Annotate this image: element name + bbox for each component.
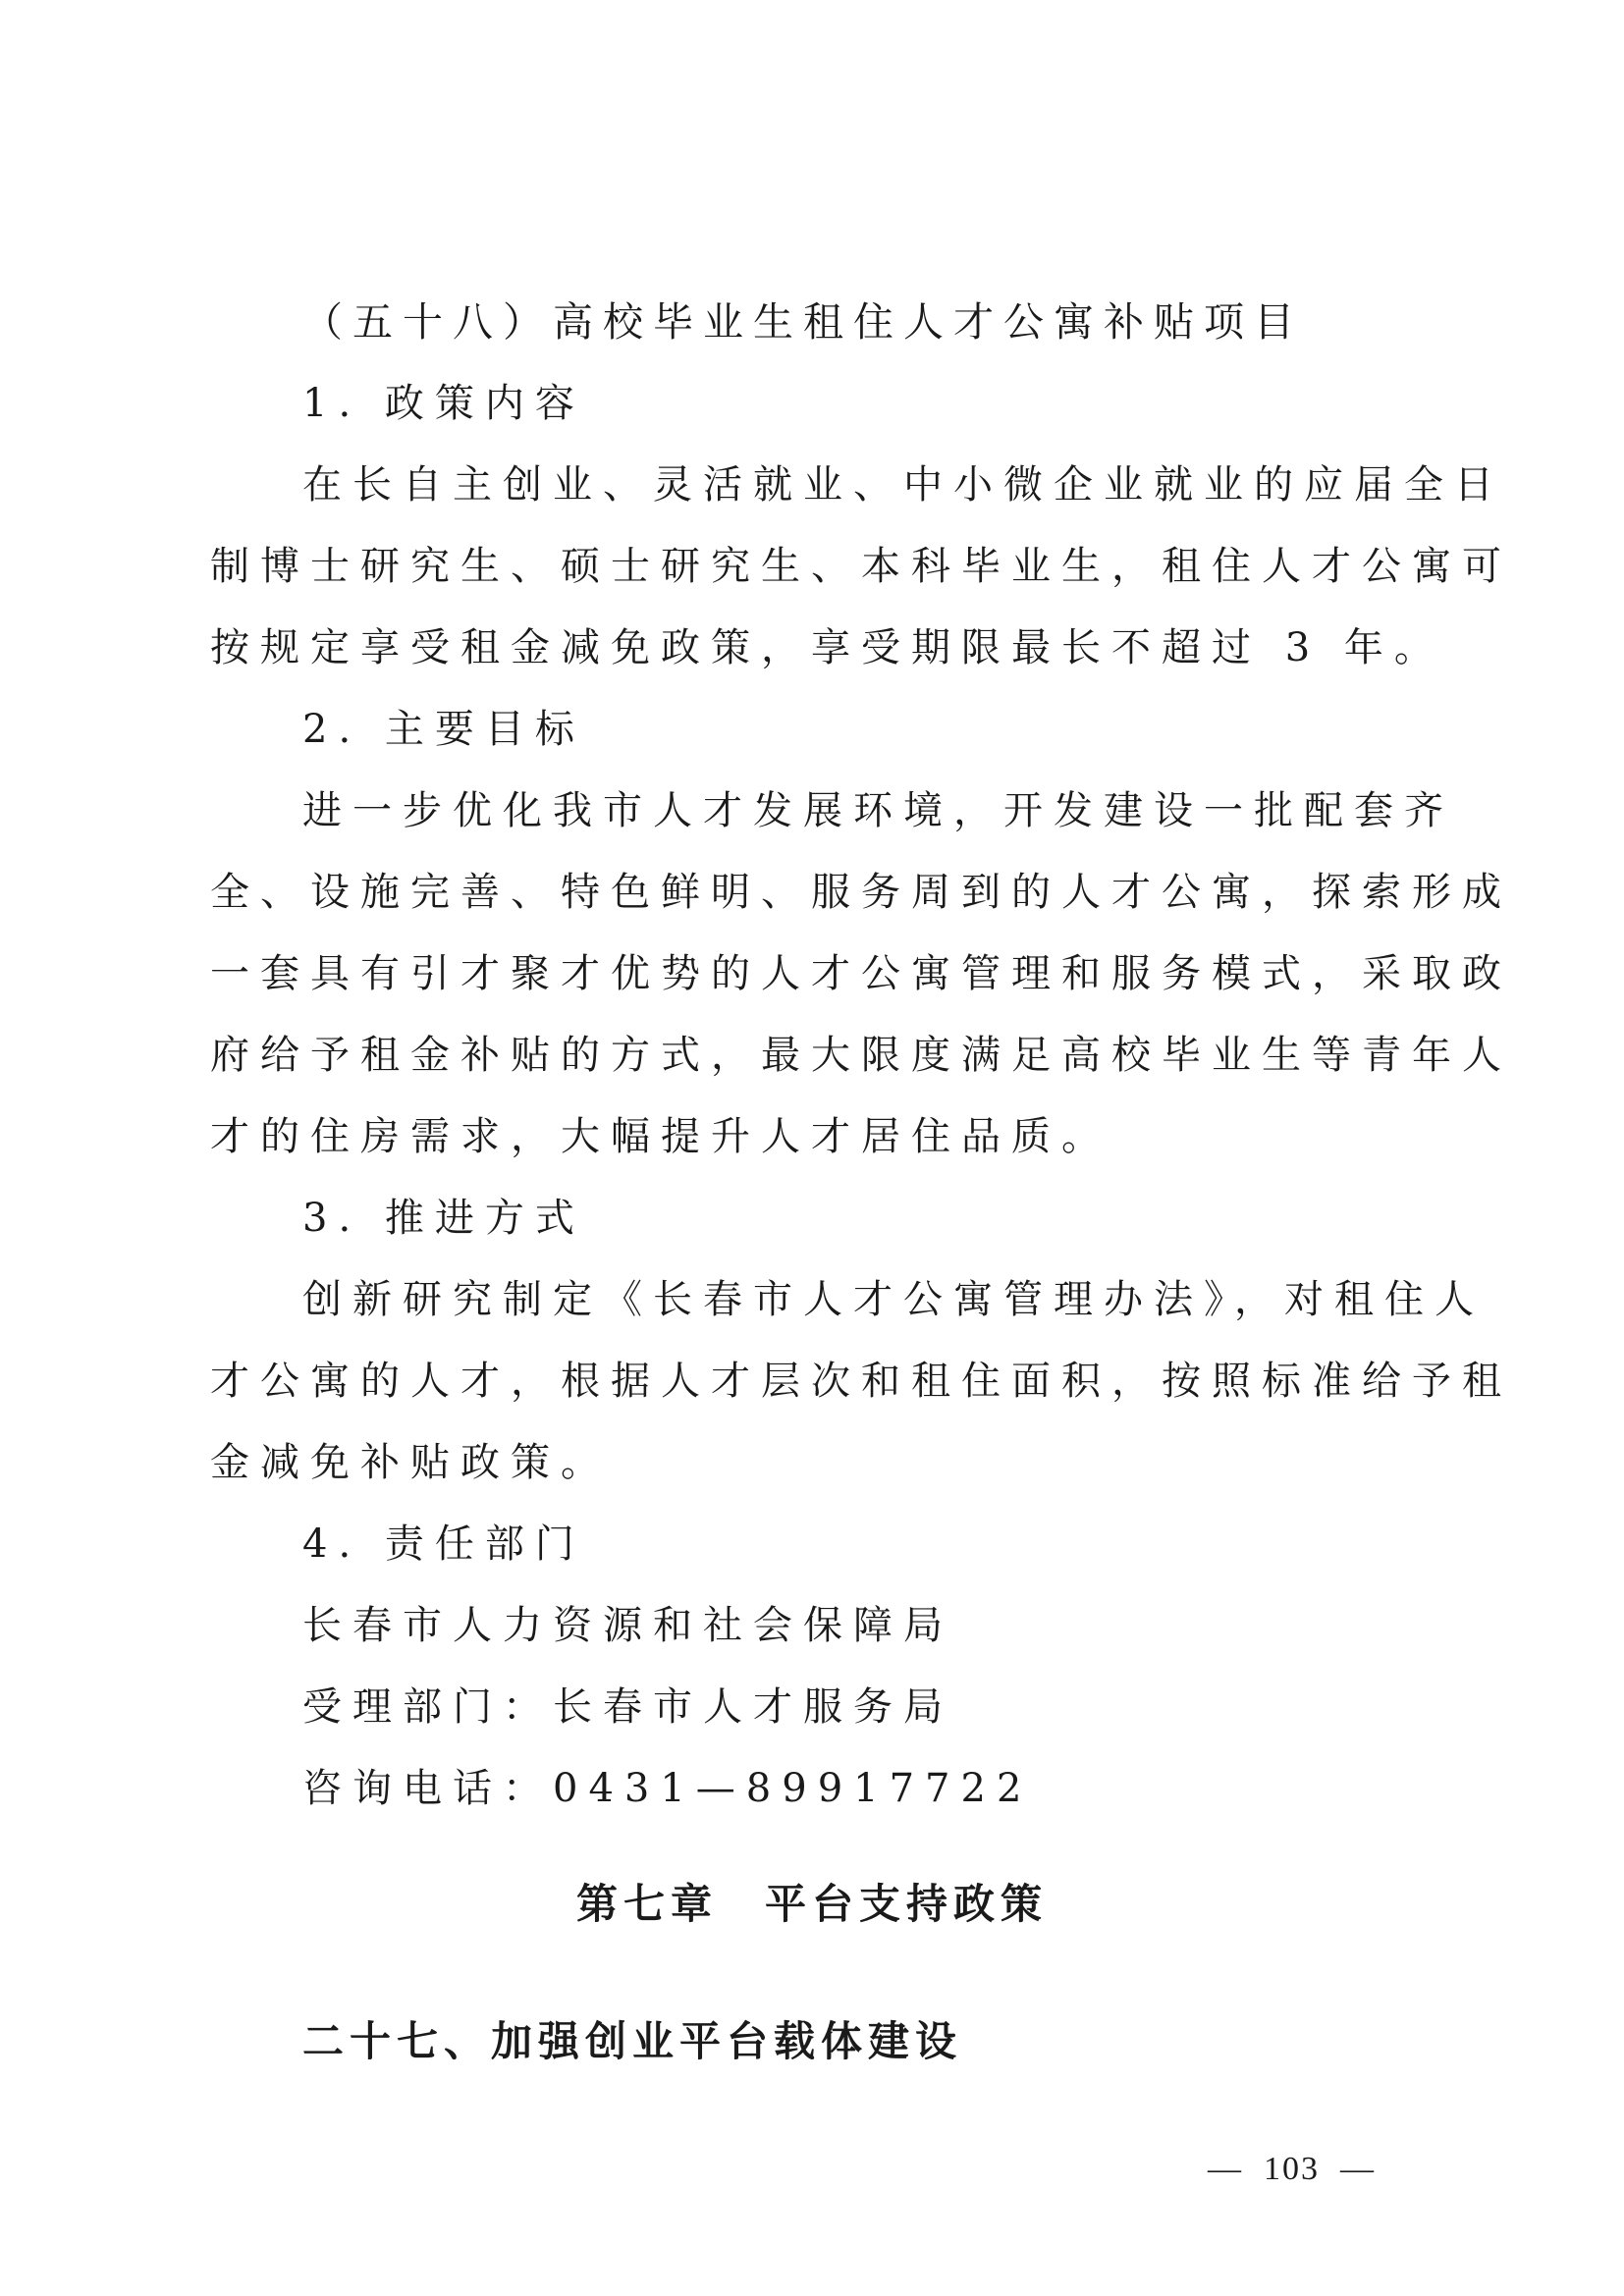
paragraph-line: 在长自主创业、灵活就业、中小微企业就业的应届全日 [302,462,1504,507]
subheading-main-goals: 2. 主要目标 [302,707,585,752]
chapter-heading: 第七章 平台支持政策 [575,1880,1048,1928]
paragraph-line: 进一步优化我市人才发展环境，开发建设一批配套齐 [302,788,1454,833]
paragraph-line: 按规定享受租金减免政策，享受期限最长不超过 3 年。 [210,625,1444,670]
paragraph-line: 金减免补贴政策。 [210,1440,611,1485]
subheading-responsible-dept: 4. 责任部门 [302,1522,585,1567]
contact-phone: 咨询电话：0431—89917722 [302,1766,1033,1811]
part-heading: 二十七、加强创业平台载体建设 [302,2017,963,2065]
section-heading: （五十八）高校毕业生租住人才公寓补贴项目 [302,298,1304,346]
paragraph-line: 一套具有引才聚才优势的人才公寓管理和服务模式，采取政 [210,951,1512,996]
paragraph-line: 创新研究制定《长春市人才公寓管理办法》，对租住人 [302,1277,1485,1322]
subheading-policy-content: 1. 政策内容 [302,381,585,426]
paragraph-line: 府给予租金补贴的方式，最大限度满足高校毕业生等青年人 [210,1033,1512,1078]
paragraph-line: 才公寓的人才，根据人才层次和租住面积，按照标准给予租 [210,1359,1512,1404]
paragraph-line: 才的住房需求，大幅提升人才居住品质。 [210,1114,1111,1159]
page-number: — 103 — [1208,2151,1376,2187]
responsible-dept-name: 长春市人力资源和社会保障局 [302,1603,953,1648]
paragraph-line: 全、设施完善、特色鲜明、服务周到的人才公寓，探索形成 [210,870,1512,915]
subheading-approach: 3. 推进方式 [302,1196,585,1241]
accepting-dept: 受理部门：长春市人才服务局 [302,1684,953,1730]
paragraph-line: 制博士研究生、硕士研究生、本科毕业生，租住人才公寓可 [210,544,1512,589]
